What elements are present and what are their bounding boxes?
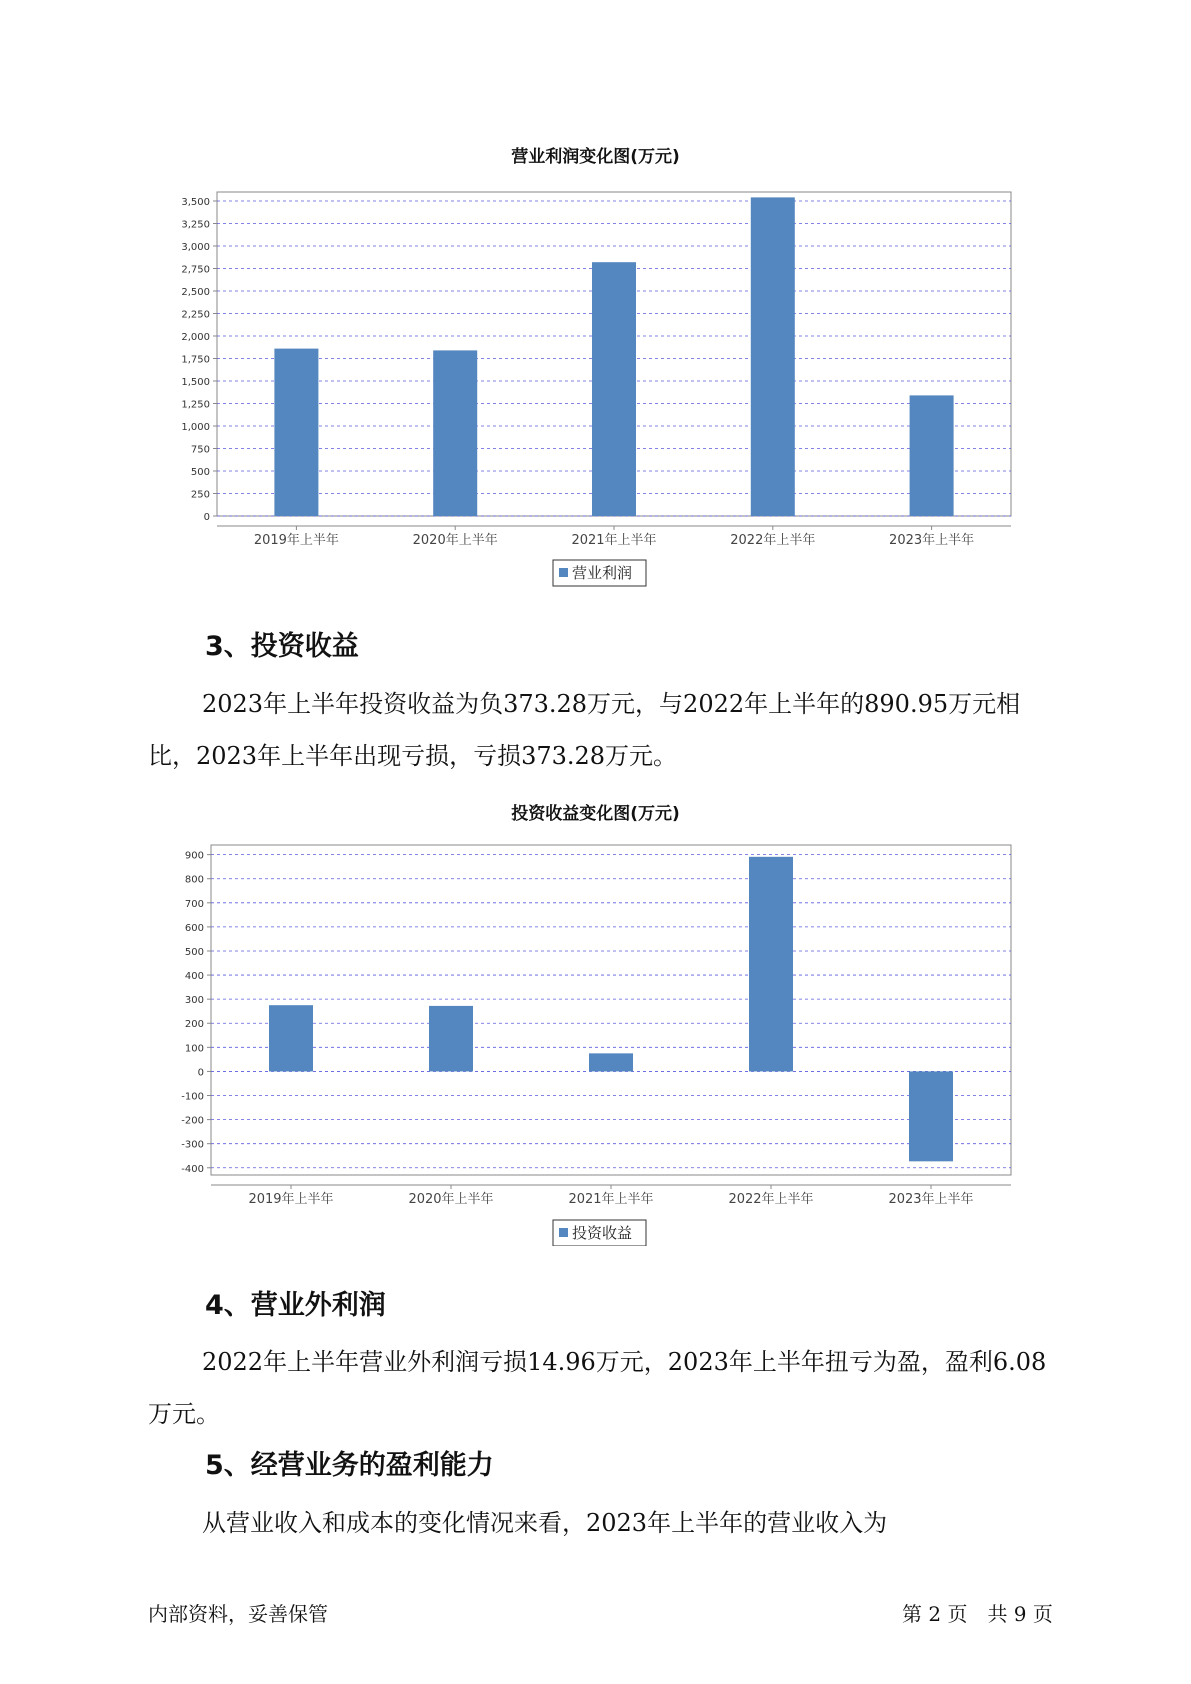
operating-profit-chart [0, 170, 1191, 590]
y-tick-label: 500 [190, 467, 210, 478]
y-tick-label: 250 [190, 489, 210, 501]
section4-heading: 4、营业外利润 [205, 1290, 386, 1321]
bar [429, 1006, 473, 1072]
x-tick-label: 2023年上半年 [888, 1192, 974, 1207]
y-tick-label: -300 [181, 1139, 204, 1151]
section4-paragraph [148, 1336, 1068, 1440]
footer-page-number: 第 2 页 共 9 页 [902, 1602, 1053, 1626]
legend-label: 营业利润 [572, 564, 633, 582]
y-tick-label: 600 [184, 922, 204, 934]
chart1-title: 营业利润变化图(万元) [511, 147, 680, 167]
y-tick-label: 2,250 [181, 309, 210, 321]
y-tick-label: 1,250 [181, 399, 210, 411]
y-tick-label: 0 [197, 1067, 204, 1079]
y-tick-label: 2,500 [181, 287, 210, 298]
x-tick-label: 2020年上半年 [412, 533, 498, 548]
bar [751, 197, 795, 516]
x-tick-label: 2023年上半年 [889, 533, 975, 548]
y-tick-label: 3,250 [181, 219, 210, 231]
section4-text: 2022年上半年营业外利润亏损14.96万元，2023年上半年扭亏为盈，盈利6.08万元。 [148, 1348, 1047, 1428]
y-tick-label: 100 [184, 1043, 204, 1055]
y-tick-label: -400 [181, 1163, 204, 1175]
y-tick-label: 750 [190, 444, 210, 456]
y-tick-label: 700 [184, 898, 204, 910]
bar [433, 350, 477, 516]
y-tick-label: 400 [184, 971, 204, 983]
y-tick-label: 300 [184, 995, 204, 1007]
y-tick-label: 900 [184, 850, 204, 862]
bar [589, 1053, 633, 1071]
legend-swatch [559, 568, 568, 577]
investment-income-chart [0, 826, 1191, 1246]
bar [269, 1005, 313, 1071]
y-tick-label: 3,500 [181, 197, 210, 208]
section5-paragraph [148, 1497, 1068, 1549]
x-tick-label: 2021年上半年 [568, 1192, 654, 1207]
y-tick-label: 800 [184, 874, 204, 886]
y-tick-label: 2,750 [181, 264, 210, 276]
y-tick-label: -100 [181, 1091, 204, 1103]
section5-text: 从营业收入和成本的变化情况来看，2023年上半年的营业收入为 [202, 1509, 888, 1537]
plot-area [211, 845, 1011, 1175]
y-tick-label: 0 [203, 512, 210, 523]
bar [909, 1071, 953, 1161]
y-tick-label: 200 [184, 1019, 204, 1031]
y-tick-label: -200 [181, 1115, 204, 1127]
bar [910, 395, 954, 516]
chart2-title: 投资收益变化图(万元) [511, 804, 680, 824]
section3-text: 2023年上半年投资收益为负373.28万元，与2022年上半年的890.95万元相比，2023年上半年出现亏损，亏损373.28万元。 [148, 690, 1021, 770]
footer-left: 内部资料，妥善保管 [148, 1602, 328, 1626]
x-tick-label: 2020年上半年 [408, 1192, 494, 1207]
y-tick-label: 1,500 [181, 377, 210, 388]
legend-swatch [559, 1228, 568, 1237]
x-tick-label: 2021年上半年 [571, 533, 657, 548]
legend-label: 投资收益 [572, 1224, 633, 1242]
y-tick-label: 500 [184, 946, 204, 958]
bar [592, 262, 636, 516]
y-tick-label: 3,000 [181, 242, 210, 253]
section5-heading: 5、经营业务的盈利能力 [205, 1450, 494, 1481]
bar [274, 349, 318, 516]
section3-paragraph [148, 678, 1068, 782]
y-tick-label: 2,000 [181, 332, 210, 343]
y-tick-label: 1,000 [181, 422, 210, 433]
x-tick-label: 2022年上半年 [728, 1192, 814, 1207]
y-tick-label: 1,750 [181, 354, 210, 366]
x-tick-label: 2019年上半年 [248, 1192, 334, 1207]
bar [749, 857, 793, 1072]
section3-heading: 3、投资收益 [205, 631, 359, 662]
x-tick-label: 2019年上半年 [253, 533, 339, 548]
x-tick-label: 2022年上半年 [730, 533, 816, 548]
